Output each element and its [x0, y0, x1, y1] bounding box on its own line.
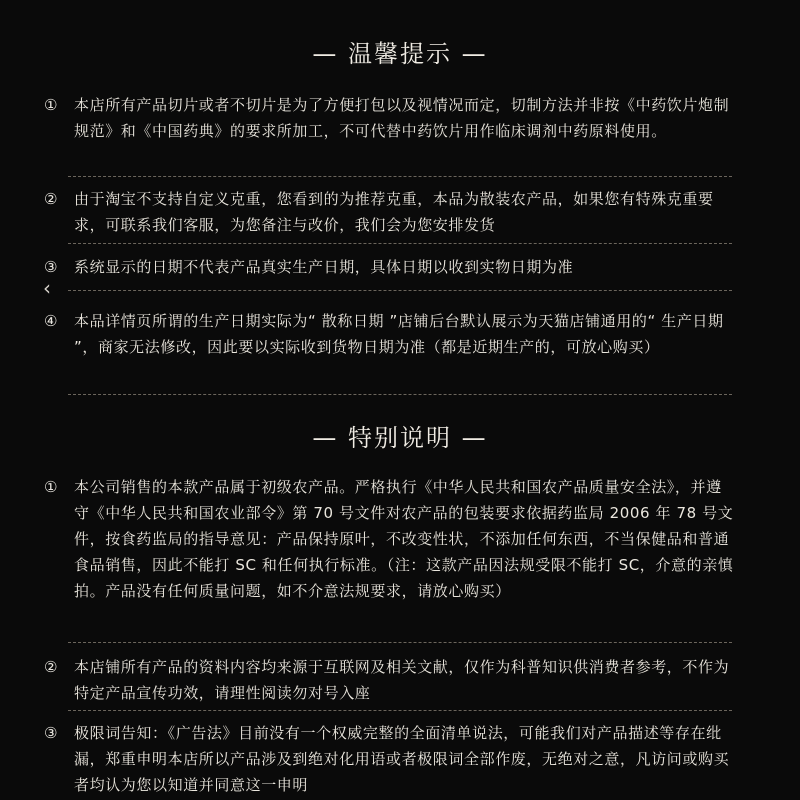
divider [68, 394, 732, 395]
divider [68, 290, 732, 291]
notice-item-2 [44, 186, 734, 238]
divider [68, 176, 732, 177]
notice-text: 本店所有产品切片或者不切片是为了方便打包以及视情况而定，切制方法并非按《中药饮片炮制规范》和《中国药典》的要求所加工，不可代替中药饮片用作临床调剂中药原料使用。 [74, 96, 730, 140]
notice-item-3 [44, 254, 734, 280]
notice-number: ① [44, 478, 58, 496]
section-title-special-notes: — 特别说明 — [312, 424, 488, 452]
special-item-3 [44, 720, 734, 798]
notice-text: 本店铺所有产品的资料内容均来源于互联网及相关文献，仅作为科普知识供消费者参考，不作为特定产品宣传功效，请理性阅读勿对号入座 [74, 658, 730, 702]
notice-item-1 [44, 92, 734, 170]
notice-number: ④ [44, 312, 58, 330]
notice-text: 系统显示的日期不代表产品真实生产日期，具体日期以收到实物日期为准 [74, 258, 574, 276]
notice-item-4 [44, 308, 734, 386]
notice-number: ② [44, 658, 58, 676]
special-item-2 [44, 654, 734, 706]
divider [68, 710, 732, 711]
notice-number: ② [44, 190, 58, 208]
notice-text: 本品详情页所谓的生产日期实际为“ 散称日期 ”店铺后台默认展示为天猫店铺通用的“ 生产日期 ”，商家无法修改，因此要以实际收到货物日期为准（都是近期生产的，可放心购买） [74, 312, 724, 356]
notice-text: 极限词告知：《广告法》目前没有一个权威完整的全面清单说法，可能我们对产品描述等存在纰漏，郑重申明本店所以产品涉及到绝对化用语或者极限词全部作废，无绝对之意，凡访问或购买者均认为您以知道并同意这一申明 [74, 724, 730, 794]
divider [68, 243, 732, 244]
notice-number: ③ [44, 724, 58, 742]
section-title-warm-tips: — 温馨提示 — [312, 40, 488, 68]
special-item-1 [44, 474, 734, 630]
notice-text: 本公司销售的本款产品属于初级农产品。严格执行《中华人民共和国农产品质量安全法》，并遵守《中华人民共和国农业部令》第 70 号文件对农产品的包装要求依据药监局 2006 年 78 号文件，按食药监局的指导意见：产品保持原叶，不改变性状，不添加任何东西，不当保健品和普通食品销售，因此不能打 SC 和任何执行标准。（注：这款产品因法规受限不能打 SC，介意的亲慎拍。产品没有任何质量问题，如不介意法规要求，请放心购买） [74, 478, 734, 600]
divider [68, 642, 732, 643]
notice-text: 由于淘宝不支持自定义克重，您看到的为推荐克重，本品为散装农产品，如果您有特殊克重要求，可联系我们客服，为您备注与改价，我们会为您安排发货 [74, 190, 714, 234]
chevron-left-icon[interactable]: ‹ [43, 276, 51, 300]
notice-number: ① [44, 96, 58, 114]
notice-number: ③ [44, 258, 58, 276]
